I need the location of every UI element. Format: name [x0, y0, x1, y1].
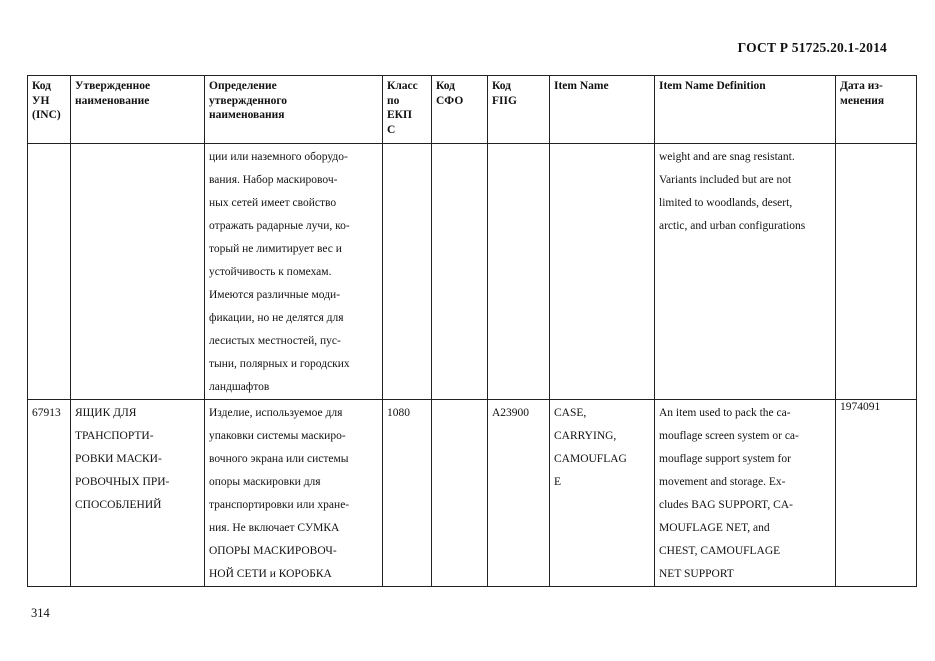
header-item-definition: Item Name Definition: [655, 76, 836, 144]
cell-inc: [28, 144, 71, 400]
cell-class: [383, 144, 432, 400]
cell-item-definition: weight and are snag resistant. Variants included but are not limited to woodlands, desert, arctic, and urban configurations: [655, 144, 836, 400]
cell-sfo: [432, 144, 488, 400]
cell-change-date: 1974091: [836, 400, 917, 587]
table-row: [28, 400, 917, 587]
cell-item-name: CASE, CARRYING, CAMOUFLAG E: [550, 400, 655, 587]
cell-class: 1080: [383, 400, 432, 587]
cell-definition: ции или наземного оборудо- вания. Набор маскировоч- ных сетей имеет свойство отражать радарные лучи, ко- торый не лимитирует вес и устойчивость к помехам. Имеются различные моди- фикации, но не делятся для лесистых местностей, пус- тыни, полярных и городских ландшафтов: [205, 144, 383, 400]
cell-fiig: A23900: [488, 400, 550, 587]
classification-table: [27, 75, 917, 587]
header-sfo: Код СФО: [432, 76, 488, 144]
header-inc: Код УН (INC): [28, 76, 71, 144]
header-approved-name: Утвержденное наименование: [71, 76, 205, 144]
header-item-name: Item Name: [550, 76, 655, 144]
header-definition: Определение утвержденного наименования: [205, 76, 383, 144]
standard-number: ГОСТ Р 51725.20.1-2014: [737, 40, 887, 55]
cell-definition: Изделие, используемое для упаковки системы маскиро- вочного экрана или системы опоры маскировки для транспортировки или хране- ния. Не включает СУМКА ОПОРЫ МАСКИРОВОЧ- НОЙ СЕТИ и КОРОБКА: [205, 400, 383, 587]
header-class: Класс по ЕКП С: [383, 76, 432, 144]
cell-sfo: [432, 400, 488, 587]
cell-change-date: [836, 144, 917, 400]
cell-inc: 67913: [28, 400, 71, 587]
cell-item-definition: An item used to pack the ca- mouflage screen system or ca- mouflage support system for movement and storage. Ex- cludes BAG SUPPORT, CA- MOUFLAGE NET, and CHEST, CAMOUFLAGE NET SUPPORT: [655, 400, 836, 587]
header-change-date: Дата из- менения: [836, 76, 917, 144]
page-number: 314: [31, 606, 50, 620]
header-fiig: Код FIIG: [488, 76, 550, 144]
cell-fiig: [488, 144, 550, 400]
table-row: [28, 144, 917, 400]
table-header-row: [28, 76, 917, 144]
cell-approved-name: [71, 144, 205, 400]
cell-item-name: [550, 144, 655, 400]
cell-approved-name: ЯЩИК ДЛЯ ТРАНСПОРТИ- РОВКИ МАСКИ- РОВОЧНЫХ ПРИ- СПОСОБЛЕНИЙ: [71, 400, 205, 587]
